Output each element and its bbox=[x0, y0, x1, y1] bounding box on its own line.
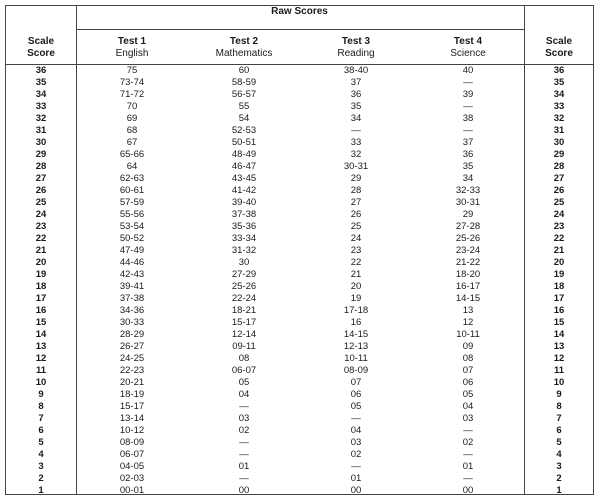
reading-cell: 21 bbox=[350, 269, 362, 280]
english-cell: 10-12 bbox=[119, 425, 145, 436]
science-cell: 09 bbox=[462, 341, 474, 352]
science-cell: 08 bbox=[462, 353, 474, 364]
english-cell: 34-36 bbox=[119, 305, 145, 316]
english-cell: 53-54 bbox=[119, 221, 145, 232]
science-column bbox=[412, 65, 524, 497]
divider bbox=[76, 29, 524, 30]
science-cell: 07 bbox=[462, 365, 474, 376]
reading-cell: 10-11 bbox=[344, 353, 368, 364]
reading-cell: 04 bbox=[350, 425, 362, 436]
english-cell: 30-33 bbox=[119, 317, 145, 328]
scale-score-cell: 34 bbox=[35, 89, 47, 100]
math-cell: 12-14 bbox=[231, 329, 257, 340]
scale-score-cell: 36 bbox=[553, 65, 565, 76]
science-cell: 27-28 bbox=[455, 221, 481, 232]
scale-score-cell: 12 bbox=[35, 353, 47, 364]
scale-score-cell: 27 bbox=[553, 173, 565, 184]
scale-score-cell: 25 bbox=[35, 197, 47, 208]
reading-cell: 38-40 bbox=[343, 65, 369, 76]
scale-score-cell: 33 bbox=[35, 101, 47, 112]
english-cell: 15-17 bbox=[119, 401, 145, 412]
english-cell: 18-19 bbox=[119, 389, 145, 400]
scale-score-cell: 30 bbox=[35, 137, 47, 148]
science-cell: 39 bbox=[462, 89, 474, 100]
scale-score-cell: 28 bbox=[553, 161, 565, 172]
math-cell: 15-17 bbox=[231, 317, 257, 328]
english-cell: 62-63 bbox=[119, 173, 145, 184]
english-cell: 28-29 bbox=[119, 329, 145, 340]
science-cell: 00 bbox=[462, 485, 474, 496]
math-column bbox=[188, 65, 300, 497]
science-cell: 38 bbox=[462, 113, 474, 124]
scale-score-cell: 13 bbox=[553, 341, 565, 352]
scale-score-cell: 9 bbox=[38, 389, 44, 400]
reading-cell: 33 bbox=[350, 137, 362, 148]
scale-score-cell: 19 bbox=[553, 269, 565, 280]
scale-score-cell: 2 bbox=[38, 473, 44, 484]
scale-score-cell: 31 bbox=[553, 125, 565, 136]
reading-cell: 36 bbox=[350, 89, 362, 100]
scale-score-cell: 12 bbox=[553, 353, 565, 364]
math-cell: 39-40 bbox=[231, 197, 257, 208]
reading-cell: 35 bbox=[350, 101, 362, 112]
reading-cell: 29 bbox=[350, 173, 362, 184]
english-cell: 44-46 bbox=[119, 257, 145, 268]
reading-cell: 22 bbox=[350, 257, 362, 268]
science-cell: 04 bbox=[462, 401, 474, 412]
math-cell: 27-29 bbox=[231, 269, 257, 280]
scale-score-cell: 1 bbox=[556, 485, 562, 496]
scale-score-cell: 14 bbox=[553, 329, 565, 340]
math-cell: 55 bbox=[238, 101, 250, 112]
scale-score-cell: 4 bbox=[38, 449, 44, 460]
scale-score-cell: 6 bbox=[556, 425, 562, 436]
english-cell: 65-66 bbox=[119, 149, 145, 160]
science-cell: 01 bbox=[462, 461, 474, 472]
reading-cell: 34 bbox=[350, 113, 362, 124]
math-cell: 04 bbox=[238, 389, 250, 400]
math-cell: 00 bbox=[238, 485, 250, 496]
science-cell: 32-33 bbox=[455, 185, 481, 196]
scale-score-cell: 3 bbox=[38, 461, 44, 472]
math-cell: 50-51 bbox=[231, 137, 257, 148]
math-cell: 54 bbox=[238, 113, 250, 124]
english-cell: 37-38 bbox=[119, 293, 145, 304]
reading-cell: 32 bbox=[350, 149, 362, 160]
science-cell: — bbox=[463, 425, 473, 436]
english-cell: 71-72 bbox=[119, 89, 145, 100]
scale-score-cell: 7 bbox=[556, 413, 562, 424]
scale-score-cell: 27 bbox=[35, 173, 47, 184]
math-cell: 09-11 bbox=[232, 341, 256, 352]
reading-cell: — bbox=[351, 413, 361, 424]
math-cell: 30 bbox=[238, 257, 250, 268]
science-cell: 23-24 bbox=[455, 245, 481, 256]
english-cell: 06-07 bbox=[119, 449, 145, 460]
scale-score-cell: 5 bbox=[38, 437, 44, 448]
scale-score-cell: 6 bbox=[38, 425, 44, 436]
science-cell: 36 bbox=[462, 149, 474, 160]
scale-score-cell: 3 bbox=[556, 461, 562, 472]
scale-score-cell: 23 bbox=[35, 221, 47, 232]
scale-score-cell: 21 bbox=[553, 245, 565, 256]
scale-score-cell: 25 bbox=[553, 197, 565, 208]
math-cell: 02 bbox=[238, 425, 250, 436]
test1-header: Test 1 English bbox=[115, 36, 149, 59]
english-cell: 57-59 bbox=[119, 197, 145, 208]
scale-score-cell: 19 bbox=[35, 269, 47, 280]
scale-score-cell: 9 bbox=[556, 389, 562, 400]
english-cell: 26-27 bbox=[119, 341, 145, 352]
math-cell: 18-21 bbox=[231, 305, 257, 316]
science-cell: 13 bbox=[462, 305, 474, 316]
math-cell: 03 bbox=[238, 413, 250, 424]
math-cell: 48-49 bbox=[231, 149, 257, 160]
english-cell: 00-01 bbox=[119, 485, 145, 496]
science-cell: 34 bbox=[462, 173, 474, 184]
math-cell: 01 bbox=[238, 461, 250, 472]
english-cell: 08-09 bbox=[119, 437, 145, 448]
reading-cell: 23 bbox=[350, 245, 362, 256]
scale-score-cell: 17 bbox=[553, 293, 565, 304]
english-cell: 20-21 bbox=[119, 377, 145, 388]
scale-score-cell: 18 bbox=[553, 281, 565, 292]
math-cell: 06-07 bbox=[231, 365, 257, 376]
math-cell: — bbox=[239, 401, 249, 412]
scale-score-cell: 24 bbox=[35, 209, 47, 220]
reading-cell: 12-13 bbox=[343, 341, 369, 352]
scale-score-cell: 29 bbox=[35, 149, 47, 160]
english-cell: 67 bbox=[126, 137, 138, 148]
scale-score-header-left: Scale Score bbox=[27, 36, 55, 59]
english-cell: 70 bbox=[126, 101, 138, 112]
math-cell: 22-24 bbox=[231, 293, 257, 304]
math-cell: 43-45 bbox=[231, 173, 257, 184]
reading-cell: 25 bbox=[350, 221, 362, 232]
scale-score-cell: 10 bbox=[553, 377, 565, 388]
scale-score-cell: 18 bbox=[35, 281, 47, 292]
science-cell: 21-22 bbox=[455, 257, 481, 268]
scale-score-cell: 24 bbox=[553, 209, 565, 220]
scale-score-cell: 26 bbox=[35, 185, 47, 196]
english-cell: 55-56 bbox=[119, 209, 145, 220]
scale-score-cell: 16 bbox=[35, 305, 47, 316]
english-cell: 04-05 bbox=[119, 461, 145, 472]
scale-score-column-left bbox=[6, 65, 76, 497]
math-cell: 37-38 bbox=[231, 209, 257, 220]
reading-cell: 02 bbox=[350, 449, 362, 460]
reading-cell: 20 bbox=[350, 281, 362, 292]
english-cell: 22-23 bbox=[119, 365, 145, 376]
scale-score-cell: 5 bbox=[556, 437, 562, 448]
reading-cell: 37 bbox=[350, 77, 362, 88]
reading-cell: 00 bbox=[350, 485, 362, 496]
scale-score-cell: 15 bbox=[35, 317, 47, 328]
raw-scores-title: Raw Scores bbox=[271, 6, 328, 17]
reading-cell: 30-31 bbox=[343, 161, 369, 172]
science-cell: 25-26 bbox=[455, 233, 481, 244]
math-cell: 41-42 bbox=[231, 185, 257, 196]
scale-score-cell: 22 bbox=[35, 233, 47, 244]
scale-score-cell: 11 bbox=[35, 365, 47, 376]
math-cell: 31-32 bbox=[231, 245, 257, 256]
reading-cell: 19 bbox=[350, 293, 362, 304]
english-cell: 68 bbox=[126, 125, 138, 136]
science-cell: — bbox=[463, 125, 473, 136]
scale-score-cell: 35 bbox=[35, 77, 47, 88]
reading-cell: 01 bbox=[350, 473, 362, 484]
english-column bbox=[76, 65, 188, 497]
english-cell: 60-61 bbox=[119, 185, 145, 196]
reading-cell: 08-09 bbox=[343, 365, 369, 376]
test2-header: Test 2 Mathematics bbox=[215, 36, 273, 59]
test3-header: Test 3 Reading bbox=[337, 36, 375, 59]
math-cell: 52-53 bbox=[231, 125, 257, 136]
math-cell: 58-59 bbox=[231, 77, 257, 88]
english-cell: 47-49 bbox=[119, 245, 145, 256]
reading-cell: 05 bbox=[350, 401, 362, 412]
reading-cell: 26 bbox=[350, 209, 362, 220]
scale-score-cell: 8 bbox=[556, 401, 562, 412]
science-cell: — bbox=[463, 77, 473, 88]
reading-cell: 16 bbox=[350, 317, 362, 328]
english-cell: 50-52 bbox=[119, 233, 145, 244]
science-cell: — bbox=[463, 449, 473, 460]
science-cell: 14-15 bbox=[455, 293, 481, 304]
scale-score-cell: 16 bbox=[553, 305, 565, 316]
scale-score-cell: 30 bbox=[553, 137, 565, 148]
reading-cell: 27 bbox=[350, 197, 362, 208]
math-cell: 56-57 bbox=[231, 89, 257, 100]
science-cell: 29 bbox=[462, 209, 474, 220]
science-cell: 35 bbox=[462, 161, 474, 172]
scale-score-cell: 23 bbox=[553, 221, 565, 232]
scale-score-cell: 8 bbox=[38, 401, 44, 412]
scale-score-cell: 2 bbox=[556, 473, 562, 484]
science-cell: — bbox=[463, 101, 473, 112]
reading-cell: 14-15 bbox=[343, 329, 369, 340]
reading-cell: 06 bbox=[350, 389, 362, 400]
science-cell: 06 bbox=[462, 377, 474, 388]
reading-cell: 03 bbox=[350, 437, 362, 448]
scale-score-cell: 13 bbox=[35, 341, 47, 352]
english-cell: 69 bbox=[126, 113, 138, 124]
scale-score-cell: 28 bbox=[35, 161, 47, 172]
math-cell: 33-34 bbox=[231, 233, 257, 244]
scale-score-cell: 33 bbox=[553, 101, 565, 112]
scale-score-cell: 20 bbox=[553, 257, 565, 268]
reading-cell: 07 bbox=[350, 377, 362, 388]
science-cell: 30-31 bbox=[455, 197, 481, 208]
scale-score-cell: 32 bbox=[553, 113, 565, 124]
reading-cell: 17-18 bbox=[343, 305, 369, 316]
scale-score-column-right bbox=[524, 65, 594, 497]
english-cell: 24-25 bbox=[119, 353, 145, 364]
english-cell: 02-03 bbox=[119, 473, 145, 484]
scale-score-cell: 36 bbox=[35, 65, 47, 76]
english-cell: 64 bbox=[126, 161, 138, 172]
math-cell: 08 bbox=[238, 353, 250, 364]
scale-score-header-right: Scale Score bbox=[545, 36, 573, 59]
scale-score-cell: 17 bbox=[35, 293, 47, 304]
science-cell: 18-20 bbox=[455, 269, 481, 280]
scale-score-cell: 11 bbox=[553, 365, 565, 376]
english-cell: 42-43 bbox=[119, 269, 145, 280]
scale-score-cell: 7 bbox=[38, 413, 44, 424]
science-cell: — bbox=[463, 473, 473, 484]
science-cell: 37 bbox=[462, 137, 474, 148]
reading-cell: 24 bbox=[350, 233, 362, 244]
science-cell: 40 bbox=[462, 65, 474, 76]
scale-score-cell: 4 bbox=[556, 449, 562, 460]
scale-score-cell: 31 bbox=[35, 125, 47, 136]
science-cell: 12 bbox=[462, 317, 474, 328]
science-cell: 10-11 bbox=[456, 329, 480, 340]
science-cell: 03 bbox=[462, 413, 474, 424]
scale-score-cell: 35 bbox=[553, 77, 565, 88]
science-cell: 02 bbox=[462, 437, 474, 448]
scale-score-cell: 20 bbox=[35, 257, 47, 268]
scale-score-cell: 26 bbox=[553, 185, 565, 196]
math-cell: 35-36 bbox=[231, 221, 257, 232]
scale-score-cell: 29 bbox=[553, 149, 565, 160]
math-cell: 46-47 bbox=[231, 161, 257, 172]
english-cell: 39-41 bbox=[119, 281, 145, 292]
math-cell: 60 bbox=[238, 65, 250, 76]
reading-column bbox=[300, 65, 412, 497]
english-cell: 75 bbox=[126, 65, 138, 76]
math-cell: — bbox=[239, 473, 249, 484]
scale-score-cell: 15 bbox=[553, 317, 565, 328]
scale-score-cell: 1 bbox=[38, 485, 44, 496]
science-cell: 05 bbox=[462, 389, 474, 400]
scale-score-cell: 21 bbox=[35, 245, 47, 256]
scale-score-cell: 22 bbox=[553, 233, 565, 244]
scale-score-cell: 34 bbox=[553, 89, 565, 100]
math-cell: 05 bbox=[238, 377, 250, 388]
test4-header: Test 4 Science bbox=[450, 36, 486, 59]
reading-cell: — bbox=[351, 125, 361, 136]
english-cell: 73-74 bbox=[119, 77, 145, 88]
science-cell: 16-17 bbox=[455, 281, 481, 292]
scale-score-cell: 10 bbox=[35, 377, 47, 388]
math-cell: — bbox=[239, 449, 249, 460]
scale-score-cell: 32 bbox=[35, 113, 47, 124]
reading-cell: 28 bbox=[350, 185, 362, 196]
reading-cell: — bbox=[351, 461, 361, 472]
scale-score-cell: 14 bbox=[35, 329, 47, 340]
math-cell: — bbox=[239, 437, 249, 448]
english-cell: 13-14 bbox=[119, 413, 145, 424]
math-cell: 25-26 bbox=[231, 281, 257, 292]
